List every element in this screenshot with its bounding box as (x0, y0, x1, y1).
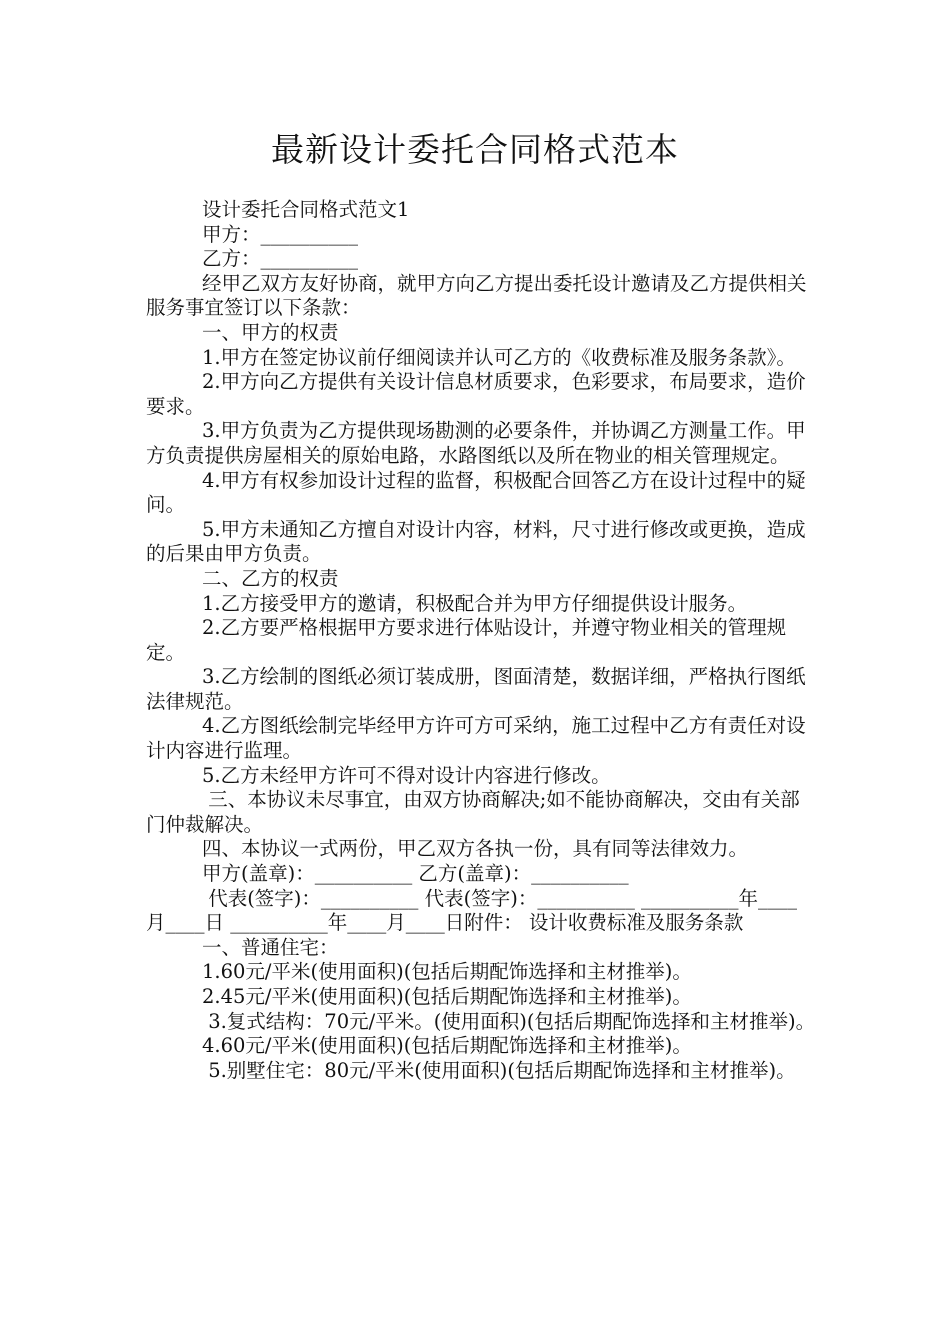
paragraph: 1.甲方在签定协议前仔细阅读并认可乙方的《收费标准及服务条款》。 (202, 345, 796, 369)
paragraph: 甲方：__________ (202, 222, 359, 246)
paragraph: 四、本协议一式两份，甲乙双方各执一份，具有同等法律效力。 (202, 837, 749, 861)
document-body (146, 198, 816, 1083)
paragraph: 4.甲方有权参加设计过程的监督，积极配合回答乙方在设计过程中的疑问。 (146, 468, 806, 517)
paragraph: 2.乙方要严格根据甲方要求进行体贴设计，并遵守物业相关的管理规定。 (146, 616, 787, 664)
paragraph: 3.复式结构：70元/平米。(使用面积)(包括后期配饰选择和主材推举)。 (202, 1009, 816, 1033)
paragraph: 5.别墅住宅：80元/平米(使用面积)(包括后期配饰选择和主材推举)。 (202, 1058, 796, 1082)
paragraph: 4.60元/平米(使用面积)(包括后期配饰选择和主材推举)。 (202, 1034, 692, 1058)
paragraph: 二、乙方的权责 (202, 566, 339, 590)
paragraph: 一、甲方的权责 (202, 320, 339, 344)
signature-line: 甲方(盖章)：__________ 乙方(盖章)：__________ (202, 862, 629, 886)
paragraph: 三、本协议未尽事宜，由双方协商解决;如不能协商解决，交由有关部门仲裁解决。 (146, 788, 800, 836)
paragraph: 3.乙方绘制的图纸必须订装成册，图面清楚，数据详细，严格执行图纸法律规范。 (146, 665, 806, 713)
paragraph: 2.45元/平米(使用面积)(包括后期配饰选择和主材推举)。 (202, 985, 692, 1008)
paragraph: 1.60元/平米(使用面积)(包括后期配饰选择和主材推举)。 (202, 960, 692, 984)
paragraph: 乙方：__________ (202, 247, 359, 271)
paragraph: 2.甲方向乙方提供有关设计信息材质要求，色彩要求，布局要求，造价要求。 (146, 370, 806, 418)
paragraph: 经甲乙双方友好协商，就甲方向乙方提出委托设计邀请及乙方提供相关服务事宜签订以下条款： (146, 271, 807, 320)
signature-line: 代表(签字)：__________ 代表(签字)：__________ __________年____月____日 __________年____月____日附件： 设计收费标准及服务条款 (146, 886, 798, 935)
paragraph: 5.乙方未经甲方许可不得对设计内容进行修改。 (202, 763, 611, 787)
paragraph: 一、普通住宅： (202, 935, 339, 959)
paragraph: 1.乙方接受甲方的邀请，积极配合并为甲方仔细提供设计服务。 (202, 591, 748, 615)
paragraph: 设计委托合同格式范文1 (202, 198, 410, 221)
paragraph: 4.乙方图纸绘制完毕经甲方许可方可采纳，施工过程中乙方有责任对设计内容进行监理。 (146, 714, 806, 763)
paragraph: 5.甲方未通知乙方擅自对设计内容，材料，尺寸进行修改或更换，造成的后果由甲方负责。 (146, 517, 806, 566)
document-title: 最新设计委托合同格式范本 (271, 130, 679, 169)
paragraph: 3.甲方负责为乙方提供现场勘测的必要条件，并协调乙方测量工作。甲方负责提供房屋相关的原始电路，水路图纸以及所在物业的相关管理规定。 (146, 419, 806, 467)
